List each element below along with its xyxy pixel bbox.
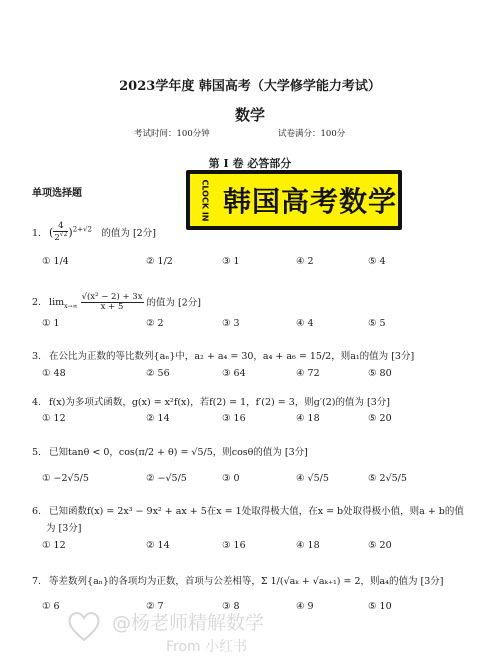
question-6: 6. 已知函数f(x) = 2x³ − 9x² + ax + 5在x = 1处取得极大值，在x = b处取得极小值，则a + b的值 (32, 506, 464, 517)
choice[interactable]: ⑤ 5 (368, 318, 386, 329)
watermark-source: From 小红书 (166, 639, 248, 655)
choice[interactable]: ① 12 (42, 540, 66, 551)
choice[interactable]: ④ √5/5 (296, 473, 329, 484)
choice[interactable]: ② 14 (146, 413, 170, 424)
choice[interactable]: ① −2√5/5 (42, 473, 89, 484)
choice[interactable]: ⑤ 10 (368, 601, 392, 612)
badge-side-label: CLOCK IN (200, 179, 210, 222)
question-5-text: 已知tanθ < 0，cos(π/2 + θ) = √5/5，则cosθ的值为 [3分] (49, 447, 308, 458)
choice[interactable]: ② 7 (146, 601, 164, 612)
question-6-text: 已知函数f(x) = 2x³ − 9x² + ax + 5在x = 1处取得极大值，在x = b处取得极小值，则a + b的值 (49, 506, 464, 517)
question-7-text: 等差数列{aₙ}的各项均为正数，首项与公差相等，Σ 1/(√aₖ + √aₖ₊₁) = 2，则a₄的值为 [3分] (49, 576, 444, 587)
choice[interactable]: ④ 4 (296, 318, 314, 329)
exam-title: 2023学年度 韩国高考（大学修学能力考试） (119, 79, 381, 94)
choice[interactable]: ④ 18 (296, 540, 320, 551)
choice[interactable]: ① 48 (42, 368, 66, 379)
choice[interactable]: ③ 3 (222, 318, 240, 329)
choice[interactable]: ③ 1 (222, 256, 240, 267)
choice[interactable]: ⑤ 4 (368, 256, 386, 267)
heart-icon (66, 608, 102, 644)
section-heading: 单项选择题 (32, 188, 82, 199)
choice[interactable]: ⑤ 2√5/5 (368, 473, 407, 484)
exam-subject: 数学 (234, 106, 265, 124)
choice[interactable]: ① 1/4 (42, 256, 69, 267)
promo-badge (186, 170, 402, 230)
choice[interactable]: ③ 16 (222, 540, 246, 551)
question-4-text: f(x)为多项式函数，g(x) = x²f(x)，若f(2) = 1，f′(2) = 3，则g′(2)的值为 [3分] (49, 397, 390, 408)
watermark-author: @杨老师精解数学 (112, 612, 265, 634)
choice[interactable]: ② 1/2 (146, 256, 173, 267)
question-5: 5. 已知tanθ < 0，cos(π/2 + θ) = √5/5，则cosθ的值为 [3分] (32, 447, 308, 458)
question-7: 7. 等差数列{aₙ}的各项均为正数，首项与公差相等，Σ 1/(√aₖ + √aₖ₊₁) = 2，则a₄的值为 [3分] (32, 576, 444, 587)
question-3: 3. 在公比为正数的等比数列{aₙ}中，a₂ + a₄ = 30，a₄ + a₆ = 15/2，则a₁的值为 [3分] (32, 351, 415, 362)
choice[interactable]: ⑤ 20 (368, 540, 392, 551)
choice[interactable]: ③ 8 (222, 601, 240, 612)
choice[interactable]: ③ 64 (222, 368, 246, 379)
question-1: 1. ( $\frac{4}{2^{√2}}$ )$^{2+√2}$ 的值为 [2分] (32, 221, 156, 244)
question-3-text: 在公比为正数的等比数列{aₙ}中，a₂ + a₄ = 30，a₄ + a₆ = 15/2，则a₁的值为 [3分] (49, 351, 415, 362)
choice[interactable]: ③ 0 (222, 473, 240, 484)
choice[interactable]: ② 56 (146, 368, 170, 379)
choice[interactable]: ③ 16 (222, 413, 246, 424)
question-4: 4. f(x)为多项式函数，g(x) = x²f(x)，若f(2) = 1，f′(2) = 3，则g′(2)的值为 [3分] (32, 397, 390, 408)
choice[interactable]: ④ 18 (296, 413, 320, 424)
question-2: 2. $\lim_{x\to\infty}$ $\frac{\text{√(x² − 2) + 3x}}{x + 5}$ 的值为 [2分] (32, 292, 202, 313)
choice[interactable]: ② −√5/5 (146, 473, 187, 484)
question-6-text-cont: 为 [3分] (46, 523, 82, 534)
question-2-text: 的值为 [2分] (146, 297, 202, 309)
choice[interactable]: ④ 2 (296, 256, 314, 267)
choice[interactable]: ⑤ 20 (368, 413, 392, 424)
question-1-expression: ( $\frac{4}{2^{√2}}$ )$^{2+√2}$ (49, 221, 92, 244)
choice[interactable]: ② 2 (146, 318, 164, 329)
choice[interactable]: ④ 72 (296, 368, 320, 379)
choice[interactable]: ① 6 (42, 601, 60, 612)
choice[interactable]: ② 14 (146, 540, 170, 551)
choice[interactable]: ⑤ 80 (368, 368, 392, 379)
part-heading: 第 Ⅰ 卷 必答部分 (208, 157, 292, 170)
choice[interactable]: ④ 9 (296, 601, 314, 612)
choice[interactable]: ① 12 (42, 413, 66, 424)
exam-score: 试卷满分：100分 (278, 129, 346, 139)
exam-time: 考试时间：100分钟 (134, 129, 210, 139)
choice[interactable]: ① 1 (42, 318, 60, 329)
badge-title: 韩国高考数学 (223, 185, 398, 218)
question-1-text: 的值为 [2分] (101, 227, 156, 239)
question-2-expression: $\lim_{x\to\infty}$ $\frac{\text{√(x² − 2) + 3x}}{x + 5}$ (49, 292, 143, 313)
